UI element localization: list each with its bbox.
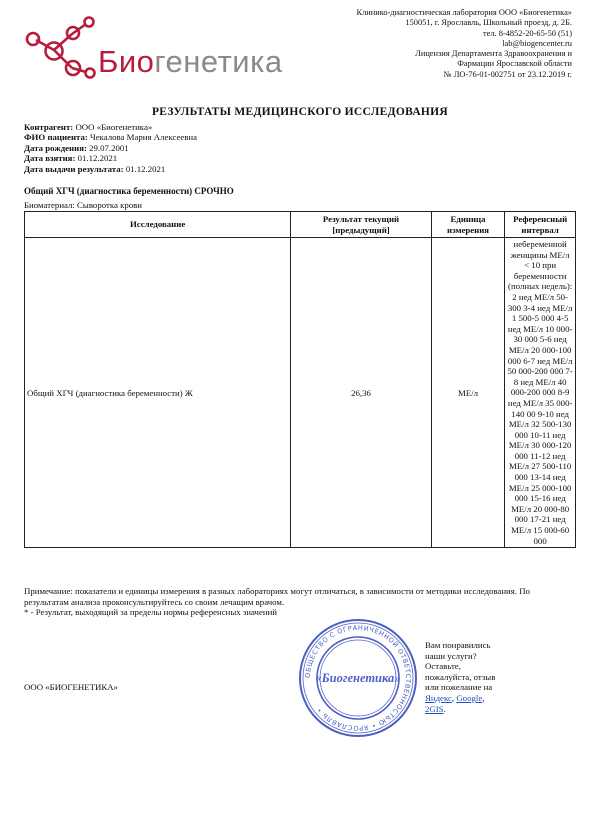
field-value: 01.12.2021	[77, 153, 118, 164]
field-label: Дата рождения:	[24, 142, 87, 153]
company-stamp	[296, 616, 420, 740]
header-unit: Единица измерения	[431, 212, 504, 238]
company-logo	[24, 14, 296, 86]
review-box: Вам понравились наши услуги? Оставьте, пожалуйста, отзыв или пожелание на Яндекс, Google, 2GIS.	[425, 640, 496, 714]
biomaterial: Биоматериал: Сыворотка крови	[24, 200, 143, 210]
yandex-review-link[interactable]: Яндекс	[425, 692, 452, 703]
field-value: Чекалова Мария Алексеевна	[89, 132, 198, 143]
field-issue-date	[24, 164, 197, 174]
google-review-link[interactable]: Google	[456, 692, 483, 703]
field-birth-date	[24, 143, 197, 153]
note-asterisk: * - Результат, выходящий за пределы нормы референсных значений	[24, 607, 278, 618]
logo-text-rest: генетика	[154, 44, 283, 79]
field-collection-date	[24, 153, 197, 163]
table-header-row	[25, 212, 576, 238]
lab-info-line: Лицензия Департамента Здравоохранения и	[415, 49, 572, 59]
2gis-review-link[interactable]: 2GIS	[425, 703, 444, 714]
patient-info	[24, 122, 197, 174]
field-label: Дата выдачи результата:	[24, 163, 124, 174]
document-title: РЕЗУЛЬТАТЫ МЕДИЦИНСКОГО ИССЛЕДОВАНИЯ	[151, 106, 449, 118]
molecule-logo-icon	[24, 14, 104, 86]
logo-text-accent: Био	[98, 44, 155, 79]
header-result: Результат текущий [предыдущий]	[291, 212, 432, 238]
organization-name: ООО «БИОГЕНЕТИКА»	[24, 682, 118, 692]
lab-info-line: lab@biogencenter.ru	[502, 38, 572, 48]
cell-unit: МЕ/л	[431, 238, 504, 548]
field-label: Дата взятия:	[24, 153, 76, 164]
lab-info-line: тел. 8-4852-20-65-50 (51)	[482, 28, 572, 38]
field-value: 01.12.2021	[125, 163, 166, 174]
field-contractor	[24, 122, 197, 132]
review-text: Вам понравились наши услуги? Оставьте, пожалуйста, отзыв или пожелание на	[425, 640, 496, 693]
field-label: Контрагент:	[24, 122, 74, 132]
notes	[24, 586, 574, 618]
stamp-center-text: «Биогенетика»	[315, 671, 401, 685]
field-patient-name	[24, 132, 197, 142]
lab-info-line: Фармации Ярославской области	[457, 59, 572, 69]
logo-wordmark	[98, 44, 283, 80]
lab-info-line: 150051, г. Ярославль, Школьный проезд, д. 2Б.	[405, 18, 572, 28]
lab-info	[292, 8, 572, 80]
cell-result: 26,36	[291, 238, 432, 548]
lab-info-line: Клинико-диагностическая лаборатория ООО «Биогенетика»	[356, 8, 572, 17]
stamp-ring-text: ОБЩЕСТВО С ОГРАНИЧЕННОЙ ОТВЕТСТВЕННОСТЬЮ • ЯРОСЛАВЛЬ •	[303, 623, 413, 733]
results-table	[24, 211, 576, 548]
note-text: Примечание: показатели и единицы измерения в разных лабораториях могут отличаться, в зависимости от методики исследования. По результатам анализа проконсультируйтесь со своим лечащим врачом.	[24, 586, 530, 607]
cell-test: Общий ХГЧ (диагностика беременности) Ж	[25, 238, 291, 548]
field-value: ООО «Биогенетика»	[75, 122, 153, 132]
test-title: Общий ХГЧ (диагностика беременности) СРОЧНО	[24, 186, 234, 196]
lab-info-line: № ЛО-76-01-002751 от 23.12.2019 г.	[443, 69, 572, 79]
cell-reference: небеременной женщины МЕ/л < 10 при беременности (полных недель): 2 нед МЕ/л 50-300 3-4 нед МЕ/л 1 500-5 000 4-5 нед МЕ/л 10 000-30 000 5-6 нед МЕ/л 20 000-100 000 6-7 нед МЕ/л 50 000-200 000 7-8 нед МЕ/л 40 000-200 000 8-9 нед МЕ/л 35 000-140 00 9-10 нед МЕ/л 32 500-130 000 10-11 нед МЕ/л 30 000-120 000 11-12 нед МЕ/л 27 500-110 000 13-14 нед МЕ/л 25 000-100 000 15-16 нед МЕ/л 20 000-80 000 17-21 нед МЕ/л 15 000-60 000	[505, 238, 576, 548]
header-reference: Референсный интервал	[505, 212, 576, 238]
table-row	[25, 238, 576, 548]
field-value: 29.07.2001	[89, 142, 129, 153]
field-label: ФИО пациента:	[24, 132, 88, 143]
header-test: Исследование	[25, 212, 291, 238]
